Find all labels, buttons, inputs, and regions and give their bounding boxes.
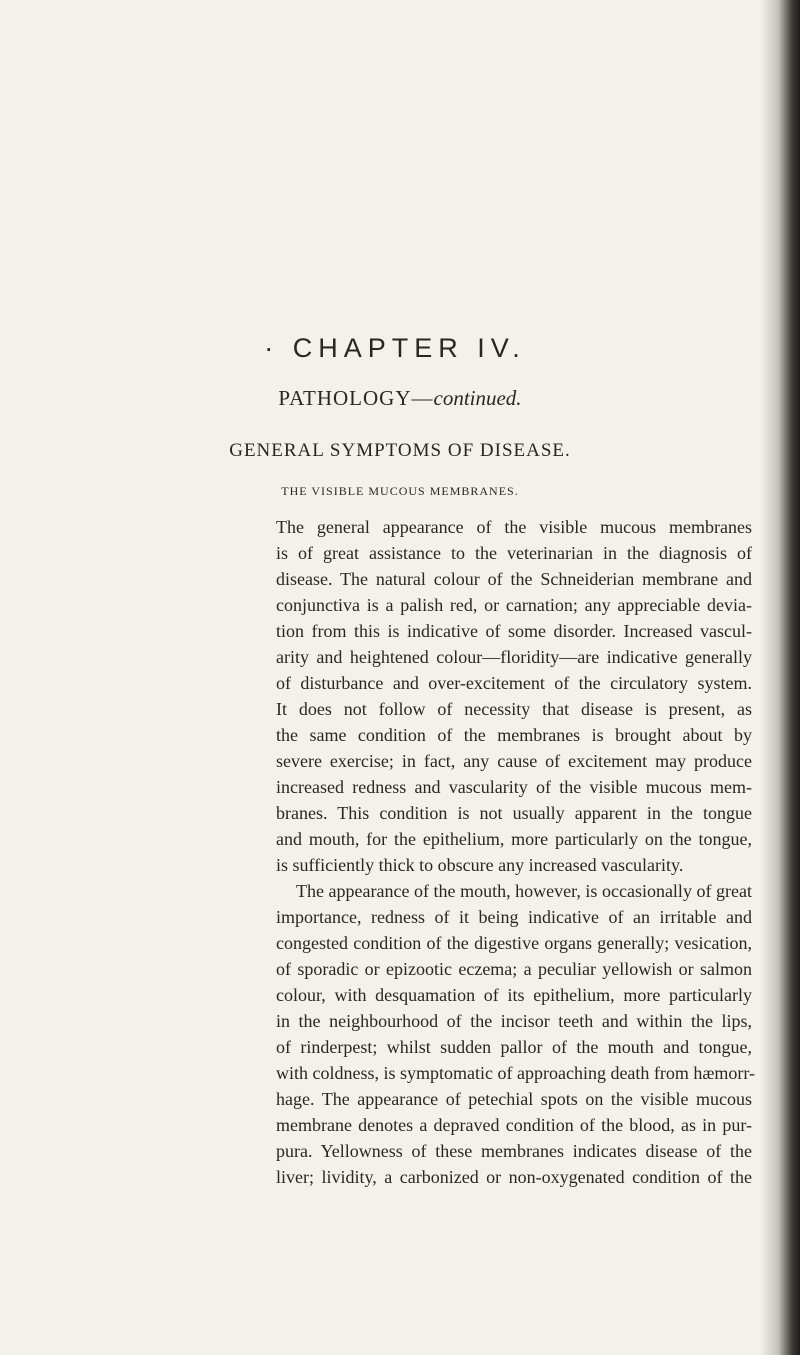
text-line: arity and heightened colour—floridity—are indicative generally (276, 647, 752, 667)
text-line: importance, redness of it being indicative of an irritable and (276, 907, 752, 927)
text-line: hage. The appearance of petechial spots on the visible mucous (276, 1089, 752, 1109)
text-line: disease. The natural colour of the Schneiderian membrane and (276, 569, 752, 589)
text-line: severe exercise; in fact, any cause of excitement may produce (276, 751, 752, 771)
text-line: conjunctiva is a palish red, or carnation; any appreciable devia- (276, 595, 752, 615)
text-line: The appearance of the mouth, however, is occasionally of great (296, 881, 752, 901)
text-line: It does not follow of necessity that disease is present, as (276, 699, 752, 719)
chapter-subtitle (0, 386, 800, 411)
text-line: in the neighbourhood of the incisor teeth and within the lips, (276, 1011, 752, 1031)
text-line: of disturbance and over-excitement of the circulatory system. (276, 673, 752, 693)
text-line: increased redness and vascularity of the visible mucous mem- (276, 777, 752, 797)
subsection-heading: THE VISIBLE MUCOUS MEMBRANES. (281, 484, 519, 498)
section-heading: GENERAL SYMPTOMS OF DISEASE. (229, 440, 571, 461)
text-line: and mouth, for the epithelium, more particularly on the tongue, (276, 829, 752, 849)
text-line: the same condition of the membranes is brought about by (276, 725, 752, 745)
text-line: of rinderpest; whilst sudden pallor of the mouth and tongue, (276, 1037, 752, 1057)
text-line: liver; lividity, a carbonized or non-oxygenated condition of the (276, 1167, 752, 1187)
text-line: The general appearance of the visible mucous membranes (276, 517, 752, 537)
text-line: congested condition of the digestive organs generally; vesication, (276, 933, 752, 953)
text-line: is sufficiently thick to obscure any increased vascularity. (276, 855, 684, 875)
text-line: of sporadic or epizootic eczema; a peculiar yellowish or salmon (276, 959, 752, 979)
text-line: membrane denotes a depraved condition of the blood, as in pur- (276, 1115, 752, 1135)
text-line: tion from this is indicative of some disorder. Increased vascul- (276, 621, 752, 641)
chapter-title: · CHAPTER IV. (264, 333, 526, 363)
text-line: is of great assistance to the veterinarian in the diagnosis of (276, 543, 752, 563)
text-line: with coldness, is symptomatic of approaching death from hæmorr- (276, 1063, 756, 1083)
text-line: pura. Yellowness of these membranes indicates disease of the (276, 1141, 752, 1161)
subtitle-italic: continued. (433, 386, 522, 410)
subtitle-main: PATHOLOGY— (278, 386, 434, 410)
text-line: branes. This condition is not usually apparent in the tongue (276, 803, 752, 823)
scan-edge-shadow (760, 0, 800, 1355)
text-line: colour, with desquamation of its epithelium, more particularly (276, 985, 752, 1005)
